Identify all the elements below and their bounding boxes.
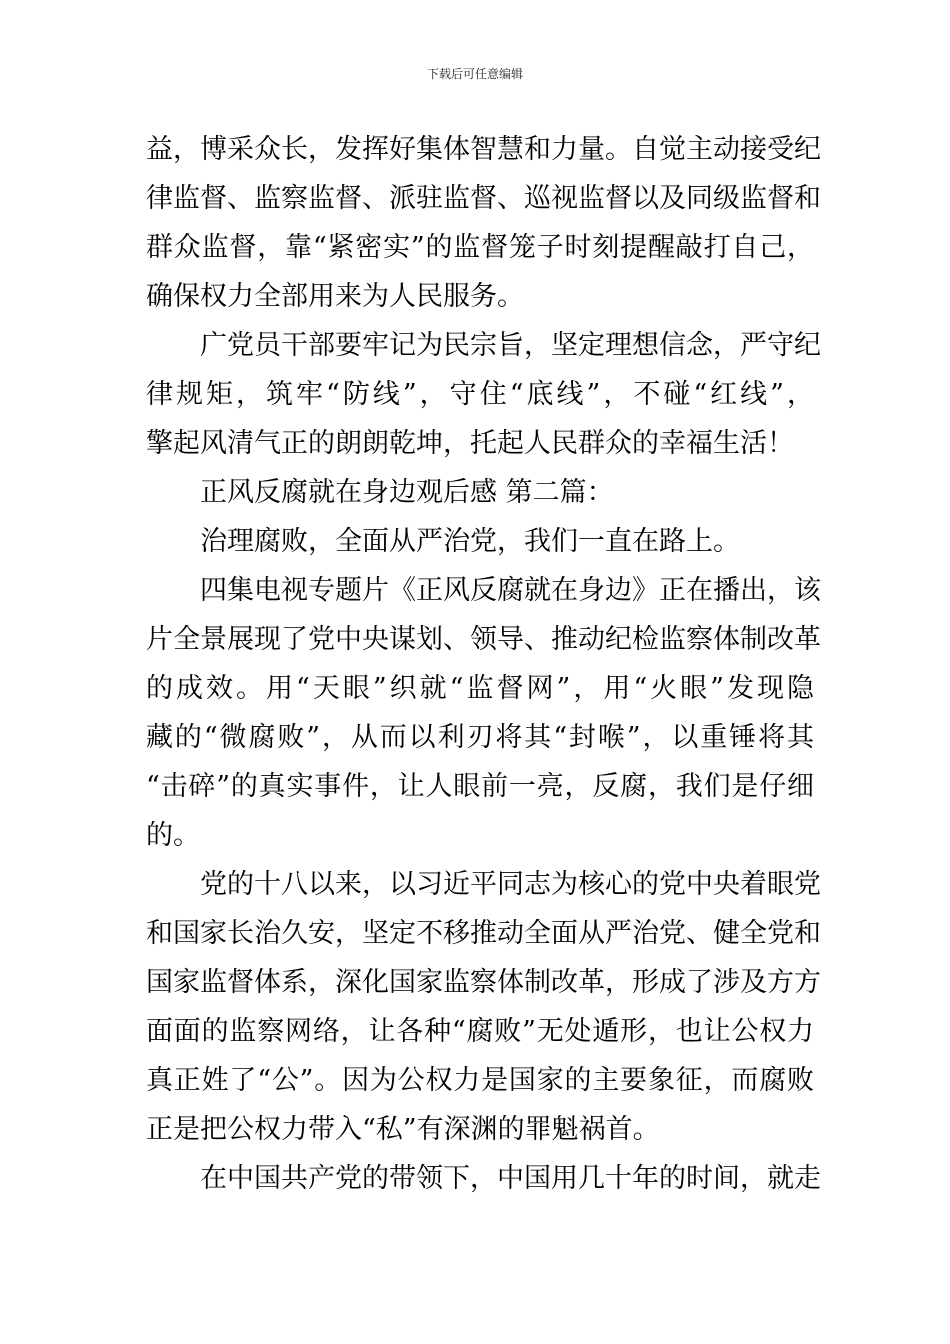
paragraph [146, 125, 821, 321]
paragraph [146, 566, 821, 860]
text-line: 在中国共产党的带领下，中国用几十年的时间，就走 [200, 1163, 821, 1194]
text-line: 确保权力全部用来为人民服务。 [146, 281, 524, 312]
text-line: 国家监督体系，深化国家监察体制改革，形成了涉及方方 [146, 967, 821, 998]
document-body [146, 125, 821, 1203]
text-line: 律监督、监察监督、派驻监督、巡视监督以及同级监督和 [146, 183, 821, 214]
text-line: 益，博采众长，发挥好集体智慧和力量。自觉主动接受纪 [146, 134, 821, 165]
text-line: 面面的监察网络，让各种“腐败”无处遁形，也让公权力 [146, 1016, 814, 1047]
text-line: 广党员干部要牢记为民宗旨，坚定理想信念，严守纪 [200, 330, 821, 361]
text-line: 的。 [146, 820, 200, 851]
text-line: 擎起风清气正的朗朗乾坤，托起人民群众的幸福生活！ [146, 428, 794, 459]
text-line: 的成效。用“天眼”织就“监督网”，用“火眼”发现隐 [146, 673, 814, 704]
page-header: 下载后可任意编辑 [426, 67, 523, 81]
text-line: 藏的“微腐败”，从而以利刃将其“封喉”，以重锤将其 [146, 722, 814, 753]
text-line: 党的十八以来，以习近平同志为核心的党中央着眼党 [200, 869, 821, 900]
text-line: 律规矩，筑牢“防线”，守住“底线”，不碰“红线”， [146, 379, 814, 410]
text-line: 正是把公权力带入“私”有深渊的罪魁祸首。 [146, 1114, 660, 1145]
text-line: 真正姓了“公”。因为公权力是国家的主要象征，而腐败 [146, 1065, 814, 1096]
text-line: 治理腐败，全面从严治党，我们一直在路上。 [200, 526, 740, 557]
text-line: 四集电视专题片《正风反腐就在身边》正在播出，该 [200, 575, 821, 606]
text-line: 片全景展现了党中央谋划、领导、推动纪检监察体制改革 [146, 624, 821, 655]
paragraph [146, 1154, 821, 1203]
text-line: 和国家长治久安，坚定不移推动全面从严治党、健全党和 [146, 918, 821, 949]
section-heading [146, 468, 814, 517]
paragraph [146, 860, 821, 1154]
text-line: 正风反腐就在身边观后感 第二篇： [200, 477, 614, 508]
text-line: “击碎”的真实事件，让人眼前一亮，反腐，我们是仔细 [146, 771, 814, 802]
paragraph [146, 517, 814, 566]
text-line: 群众监督，靠“紧密实”的监督笼子时刻提醒敲打自己， [146, 232, 814, 263]
paragraph [146, 321, 821, 468]
